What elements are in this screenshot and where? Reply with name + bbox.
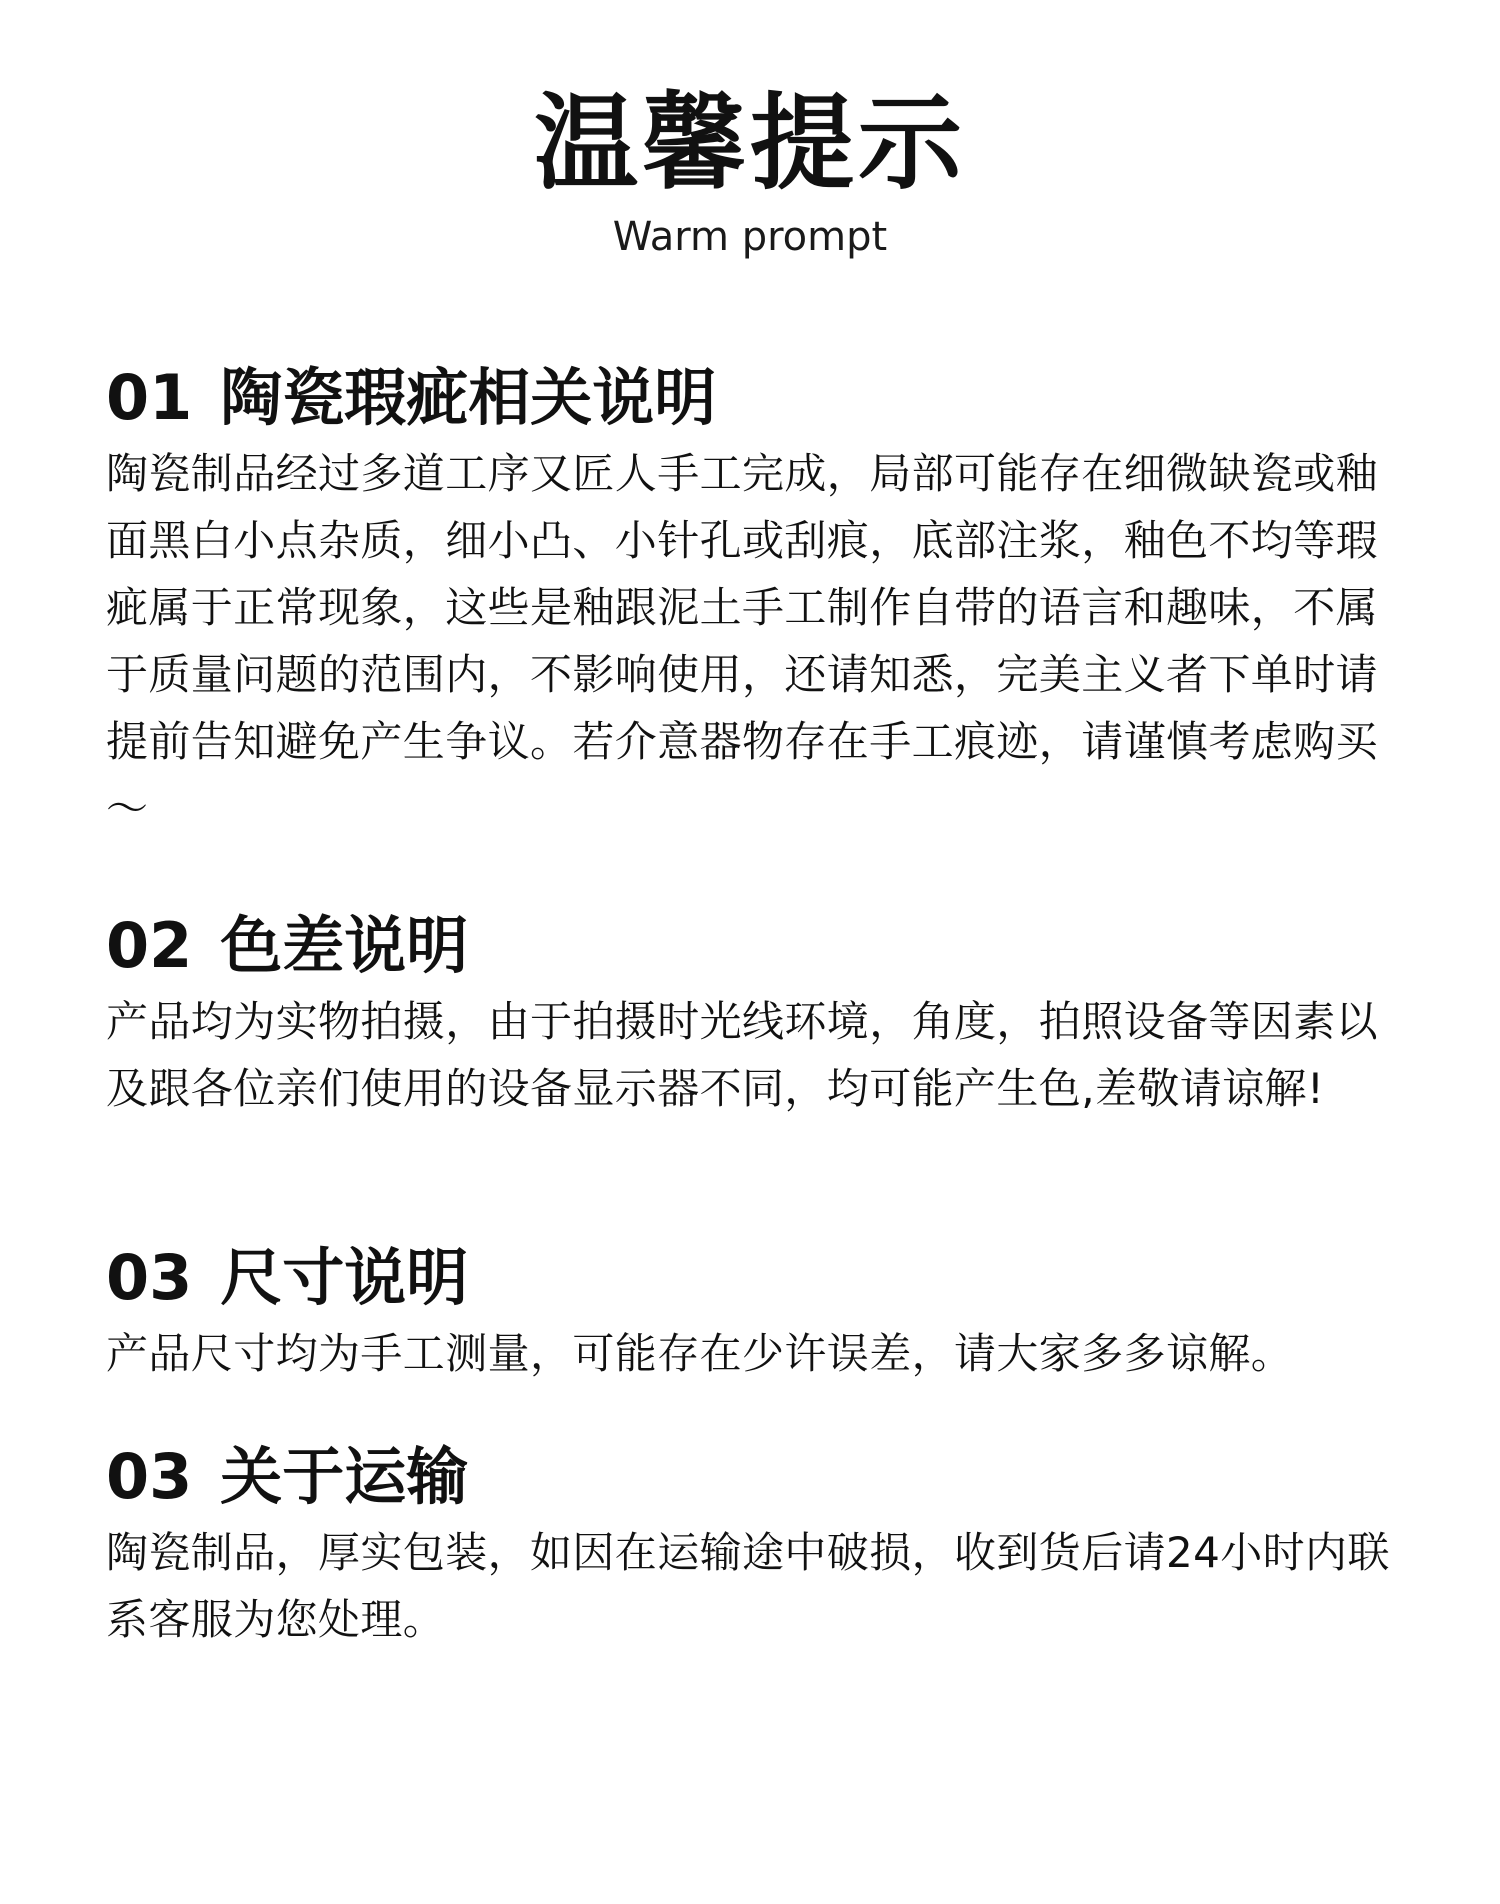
section-body: 产品尺寸均为手工测量，可能存在少许误差，请大家多多谅解。	[106, 1329, 1294, 1378]
section-heading	[106, 906, 1406, 986]
section-body: 陶瓷制品经过多道工序又匠人手工完成，局部可能存在细微缺瓷或釉面黑白小点杂质，细小凸、小针孔或刮痕，底部注浆，釉色不均等瑕疵属于正常现象，这些是釉跟泥土手工制作自带的语言和趣味，不属于质量问题的范围内，不影响使用，还请知悉，完美主义者下单时请提前告知避免产生争议。若介意器物存在手工痕迹，请谨慎考虑购买～	[106, 449, 1379, 833]
section-ceramic-flaws	[106, 358, 1406, 842]
section-number: 03	[106, 1241, 193, 1314]
section-shipping	[106, 1437, 1406, 1653]
section-title: 色差说明	[220, 909, 469, 982]
section-size	[106, 1238, 1406, 1387]
section-color-difference	[106, 906, 1406, 1122]
section-heading	[106, 358, 1406, 438]
page-header	[0, 78, 1500, 262]
page-subtitle: Warm prompt	[612, 214, 888, 260]
section-heading	[106, 1238, 1406, 1318]
page-title: 温馨提示	[533, 82, 966, 204]
section-body: 陶瓷制品，厚实包装，如因在运输途中破损，收到货后请24小时内联系客服为您处理。	[106, 1528, 1390, 1644]
section-number: 02	[106, 909, 193, 982]
section-title: 关于运输	[220, 1440, 469, 1513]
section-number: 03	[106, 1440, 193, 1513]
section-heading	[106, 1437, 1406, 1517]
section-title: 尺寸说明	[220, 1241, 469, 1314]
section-body: 产品均为实物拍摄，由于拍摄时光线环境，角度，拍照设备等因素以及跟各位亲们使用的设备显示器不同，均可能产生色,差敬请谅解!	[106, 997, 1379, 1113]
section-number: 01	[106, 361, 193, 434]
section-title: 陶瓷瑕疵相关说明	[220, 361, 717, 434]
